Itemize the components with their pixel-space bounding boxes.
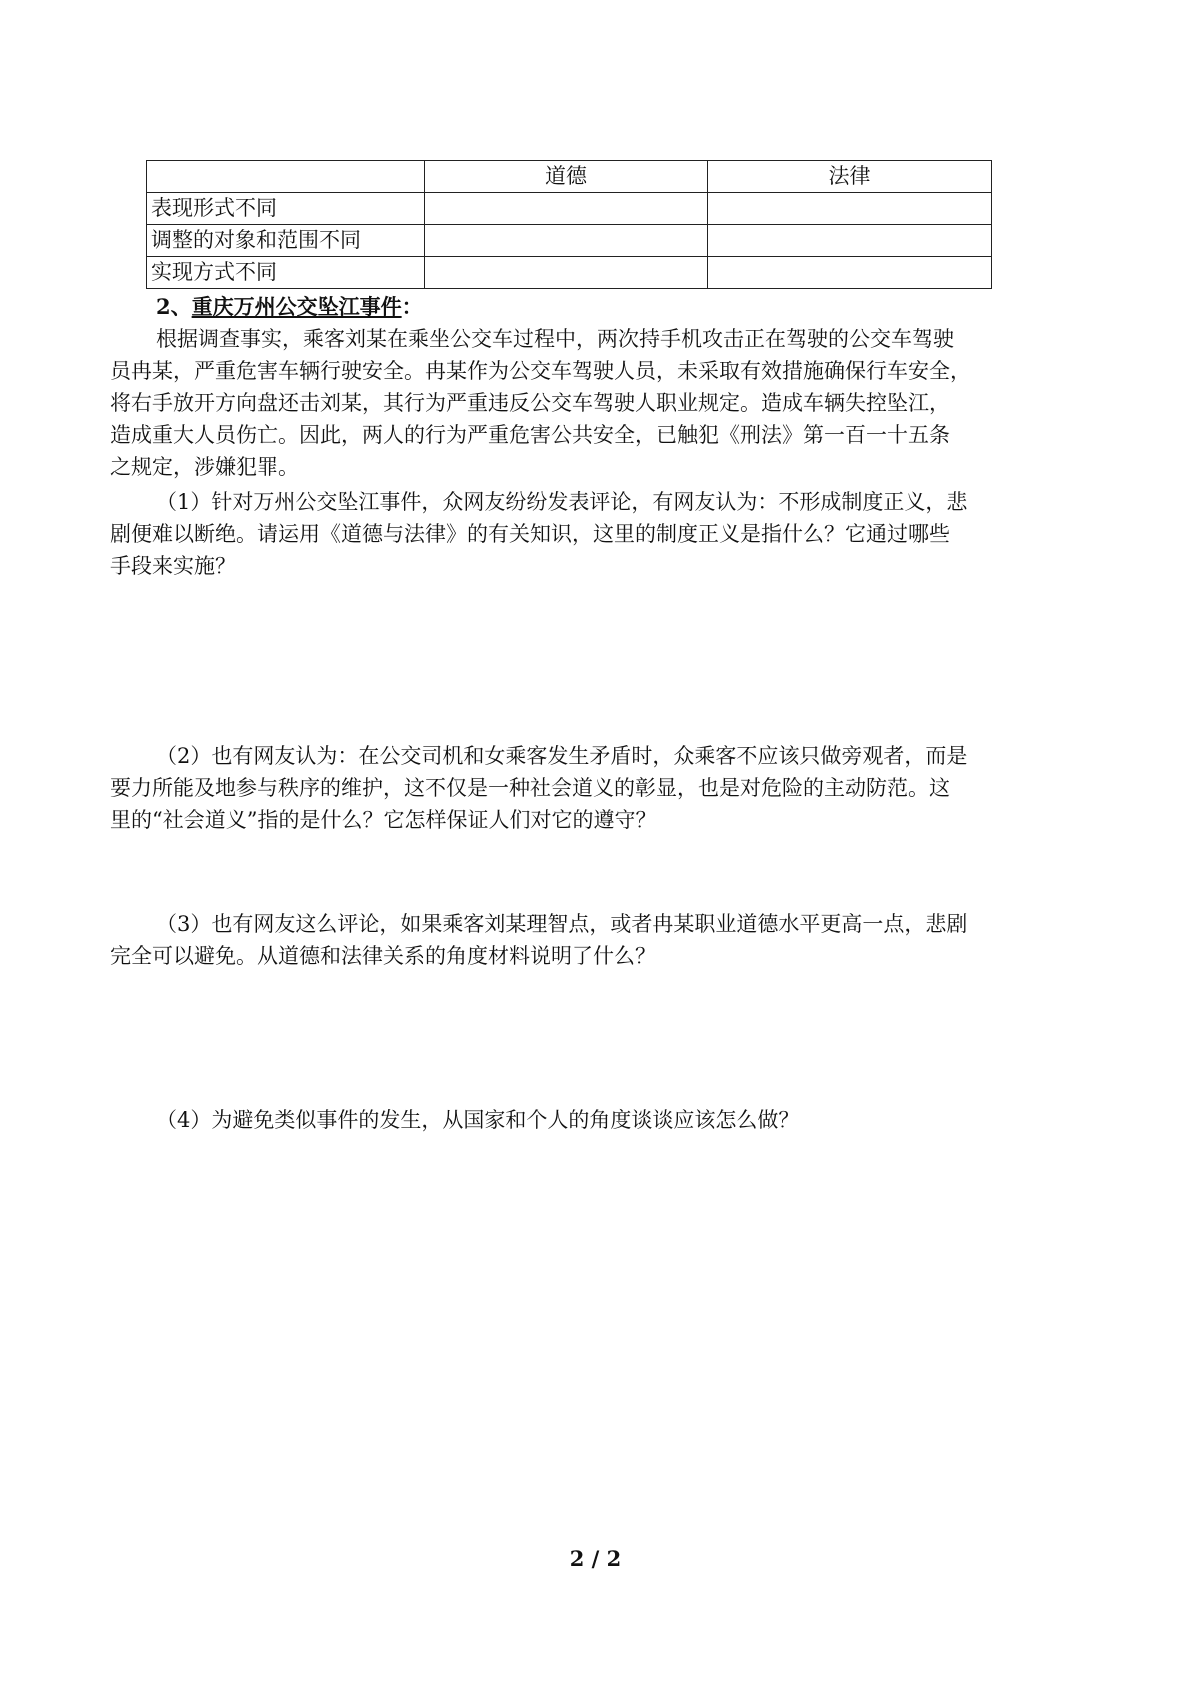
material-paragraph bbox=[110, 323, 1100, 483]
material-line: 之规定，涉嫌犯罪。 bbox=[110, 455, 299, 479]
material-line: 根据调查事实，乘客刘某在乘坐公交车过程中，两次持手机攻击正在驾驶的公交车驾驶 bbox=[156, 327, 954, 351]
question-line: （1）针对万州公交坠江事件，众网友纷纷发表评论，有网友认为：不形成制度正义，悲 bbox=[156, 490, 968, 514]
table-cell bbox=[708, 193, 992, 225]
table-cell bbox=[425, 193, 708, 225]
table-cell bbox=[425, 257, 708, 289]
table-cell bbox=[708, 225, 992, 257]
table-row bbox=[147, 225, 992, 257]
table-row-label: 表现形式不同 bbox=[147, 193, 425, 225]
question-line: 里的“社会道义”指的是什么？它怎样保证人们对它的遵守？ bbox=[110, 808, 657, 832]
section-title-text: 重庆万州公交坠江事件 bbox=[191, 294, 402, 319]
material-line: 造成重大人员伤亡。因此，两人的行为严重危害公共安全，已触犯《刑法》第一百一十五条 bbox=[110, 423, 950, 447]
question-line: （2）也有网友认为：在公交司机和女乘客发生矛盾时，众乘客不应该只做旁观者，而是 bbox=[156, 744, 968, 768]
table-header-cell: 法律 bbox=[708, 161, 992, 193]
page-number: 2 / 2 bbox=[569, 1546, 622, 1571]
table-header-cell: 道德 bbox=[425, 161, 708, 193]
material-line: 将右手放开方向盘还击刘某，其行为严重违反公交车驾驶人职业规定。造成车辆失控坠江， bbox=[110, 391, 950, 415]
question-1 bbox=[110, 486, 1100, 582]
question-line: 要力所能及地参与秩序的维护，这不仅是一种社会道义的彰显，也是对危险的主动防范。这 bbox=[110, 776, 950, 800]
section-colon: ： bbox=[401, 294, 423, 319]
table-row-label: 调整的对象和范围不同 bbox=[147, 225, 425, 257]
table-cell bbox=[708, 257, 992, 289]
table-header-cell bbox=[147, 161, 425, 193]
table-cell bbox=[425, 225, 708, 257]
question-line: 完全可以避免。从道德和法律关系的角度材料说明了什么？ bbox=[110, 944, 656, 968]
table-header-row bbox=[147, 161, 992, 193]
question-line: （4）为避免类似事件的发生，从国家和个人的角度谈谈应该怎么做？ bbox=[156, 1108, 800, 1132]
question-line: （3）也有网友这么评论，如果乘客刘某理智点，或者冉某职业道德水平更高一点，悲剧 bbox=[156, 912, 968, 936]
comparison-table bbox=[146, 160, 992, 289]
table-row bbox=[147, 257, 992, 289]
section-heading bbox=[156, 292, 423, 322]
material-line: 员冉某，严重危害车辆行驶安全。冉某作为公交车驾驶人员，未采取有效措施确保行车安全， bbox=[110, 359, 971, 383]
question-2 bbox=[110, 740, 1100, 836]
section-number: 2、 bbox=[156, 294, 192, 319]
question-line: 剧便难以断绝。请运用《道德与法律》的有关知识，这里的制度正义是指什么？它通过哪些 bbox=[110, 522, 950, 546]
question-4 bbox=[110, 1104, 1100, 1136]
question-line: 手段来实施？ bbox=[110, 554, 236, 578]
table-row bbox=[147, 193, 992, 225]
question-3 bbox=[110, 908, 1100, 972]
table-row-label: 实现方式不同 bbox=[147, 257, 425, 289]
